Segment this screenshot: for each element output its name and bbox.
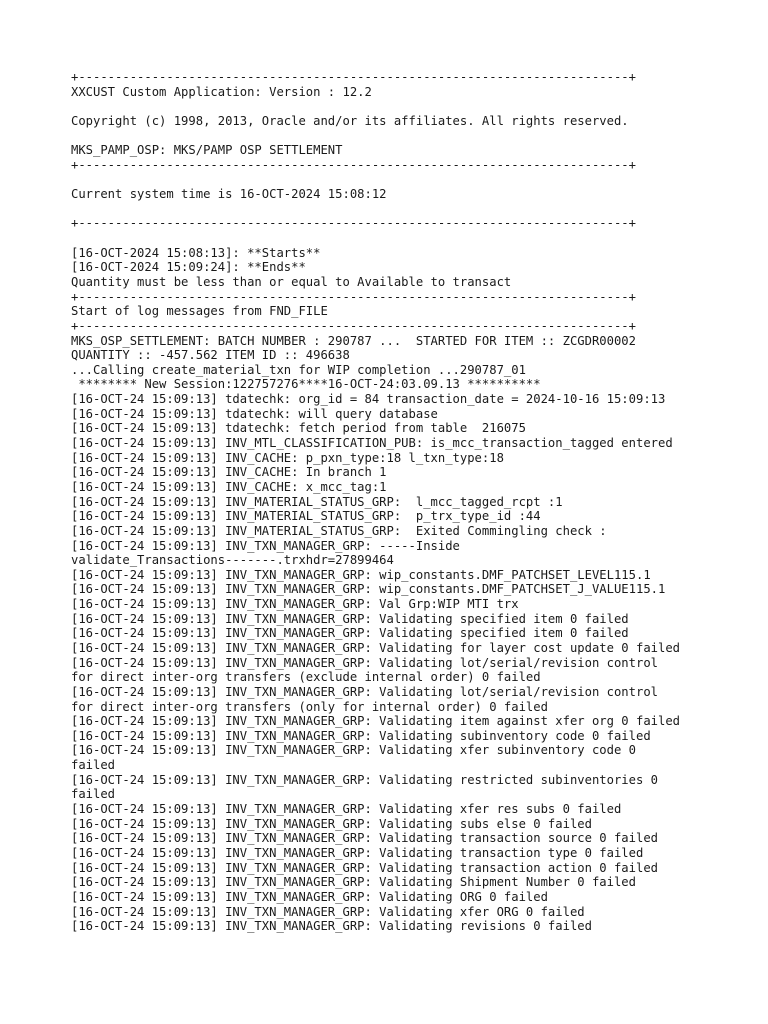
log-line: [16-OCT-2024 15:08:13]: **Starts** xyxy=(71,245,321,260)
log-line: failed xyxy=(71,787,116,802)
log-line: [16-OCT-24 15:09:13] INV_TXN_MANAGER_GRP: wip_constants.DMF_PATCHSET_LEVEL115.1 xyxy=(71,567,651,582)
log-line: [16-OCT-24 15:09:13] INV_TXN_MANAGER_GRP: Validating revisions 0 failed xyxy=(71,919,592,934)
log-line: [16-OCT-24 15:09:13] INV_CACHE: p_pxn_type:18 l_txn_type:18 xyxy=(71,450,504,465)
log-line: [16-OCT-24 15:09:13] INV_TXN_MANAGER_GRP: Validating Shipment Number 0 failed xyxy=(71,875,636,890)
log-line: [16-OCT-24 15:09:13] INV_TXN_MANAGER_GRP: Validating lot/serial/revision control xyxy=(71,684,658,699)
log-line: [16-OCT-24 15:09:13] INV_TXN_MANAGER_GRP: Validating xfer subinventory code 0 xyxy=(71,743,636,758)
separator-line: +---------------------------------------------------------------------------+ xyxy=(71,157,636,172)
log-line: [16-OCT-24 15:09:13] tdatechk: fetch period from table 216075 xyxy=(71,421,526,436)
log-line: [16-OCT-24 15:09:13] INV_TXN_MANAGER_GRP: Validating transaction source 0 failed xyxy=(71,831,658,846)
log-line: XXCUST Custom Application: Version : 12.2 xyxy=(71,84,372,99)
log-line: [16-OCT-2024 15:09:24]: **Ends** xyxy=(71,260,306,275)
log-line: [16-OCT-24 15:09:13] INV_TXN_MANAGER_GRP: Validating lot/serial/revision control xyxy=(71,655,658,670)
log-line: [16-OCT-24 15:09:13] tdatechk: will query database xyxy=(71,406,438,421)
log-line: [16-OCT-24 15:09:13] INV_TXN_MANAGER_GRP: -----Inside xyxy=(71,538,460,553)
log-line: Quantity must be less than or equal to Available to transact xyxy=(71,274,512,289)
log-line: [16-OCT-24 15:09:13] INV_TXN_MANAGER_GRP: Validating specified item 0 failed xyxy=(71,626,629,641)
separator-line: +---------------------------------------------------------------------------+ xyxy=(71,70,636,84)
log-line: Current system time is 16-OCT-2024 15:08:12 xyxy=(71,187,387,202)
log-line: [16-OCT-24 15:09:13] INV_TXN_MANAGER_GRP: Validating item against xfer org 0 failed xyxy=(71,714,681,729)
log-line: [16-OCT-24 15:09:13] INV_TXN_MANAGER_GRP: Validating transaction type 0 failed xyxy=(71,845,644,860)
log-line: for direct inter-org transfers (only for internal order) 0 failed xyxy=(71,699,548,714)
log-line: [16-OCT-24 15:09:13] INV_CACHE: In branch 1 xyxy=(71,465,387,480)
log-line: validate_Transactions-------.trxhdr=27899464 xyxy=(71,553,394,568)
blank-line xyxy=(71,129,731,144)
log-line: [16-OCT-24 15:09:13] INV_TXN_MANAGER_GRP: Validating xfer res subs 0 failed xyxy=(71,802,622,817)
log-line: [16-OCT-24 15:09:13] INV_TXN_MANAGER_GRP: Val Grp:WIP MTI trx xyxy=(71,597,519,612)
log-line: Start of log messages from FND_FILE xyxy=(71,304,328,319)
log-line: [16-OCT-24 15:09:13] INV_TXN_MANAGER_GRP: Validating transaction action 0 failed xyxy=(71,860,658,875)
blank-line xyxy=(71,99,731,114)
concurrent-request-log xyxy=(71,70,731,934)
log-line: [16-OCT-24 15:09:13] INV_TXN_MANAGER_GRP: Validating subinventory code 0 failed xyxy=(71,728,651,743)
log-line: [16-OCT-24 15:09:13] INV_TXN_MANAGER_GRP: Validating for layer cost update 0 failed xyxy=(71,640,681,655)
log-line: [16-OCT-24 15:09:13] INV_CACHE: x_mcc_tag:1 xyxy=(71,479,387,494)
log-line: [16-OCT-24 15:09:13] INV_MATERIAL_STATUS_GRP: l_mcc_tagged_rcpt :1 xyxy=(71,494,563,509)
log-line: [16-OCT-24 15:09:13] tdatechk: org_id = 84 transaction_date = 2024-10-16 15:09:13 xyxy=(71,392,666,407)
blank-line xyxy=(71,231,731,246)
separator-line: +---------------------------------------------------------------------------+ xyxy=(71,289,636,304)
log-line: [16-OCT-24 15:09:13] INV_TXN_MANAGER_GRP: Validating xfer ORG 0 failed xyxy=(71,904,585,919)
log-line: [16-OCT-24 15:09:13] INV_TXN_MANAGER_GRP: Validating specified item 0 failed xyxy=(71,611,629,626)
log-line: failed xyxy=(71,758,116,773)
blank-line xyxy=(71,202,731,217)
blank-line xyxy=(71,172,731,187)
log-line: [16-OCT-24 15:09:13] INV_TXN_MANAGER_GRP: Validating restricted subinventories 0 xyxy=(71,772,658,787)
log-line: [16-OCT-24 15:09:13] INV_MATERIAL_STATUS_GRP: p_trx_type_id :44 xyxy=(71,509,541,524)
log-line: [16-OCT-24 15:09:13] INV_TXN_MANAGER_GRP: wip_constants.DMF_PATCHSET_J_VALUE115.1 xyxy=(71,582,666,597)
log-line: [16-OCT-24 15:09:13] INV_TXN_MANAGER_GRP: Validating ORG 0 failed xyxy=(71,889,548,904)
log-line: ******** New Session:122757276****16-OCT-24:03.09.13 ********** xyxy=(71,377,541,392)
log-line: for direct inter-org transfers (exclude internal order) 0 failed xyxy=(71,670,541,685)
log-line: [16-OCT-24 15:09:13] INV_MATERIAL_STATUS_GRP: Exited Commingling check : xyxy=(71,523,607,538)
log-line: Copyright (c) 1998, 2013, Oracle and/or its affiliates. All rights reserved. xyxy=(71,113,629,128)
log-line: [16-OCT-24 15:09:13] INV_MTL_CLASSIFICATION_PUB: is_mcc_transaction_tagged entered xyxy=(71,436,673,451)
separator-line: +---------------------------------------------------------------------------+ xyxy=(71,318,636,333)
separator-line: +---------------------------------------------------------------------------+ xyxy=(71,216,636,231)
log-line: [16-OCT-24 15:09:13] INV_TXN_MANAGER_GRP: Validating subs else 0 failed xyxy=(71,816,592,831)
log-line: MKS_OSP_SETTLEMENT: BATCH NUMBER : 290787 ... STARTED FOR ITEM :: ZCGDR00002 xyxy=(71,333,636,348)
log-line: QUANTITY :: -457.562 ITEM ID :: 496638 xyxy=(71,348,350,363)
log-line: ...Calling create_material_txn for WIP completion ...290787_01 xyxy=(71,362,526,377)
log-line: MKS_PAMP_OSP: MKS/PAMP OSP SETTLEMENT xyxy=(71,143,343,158)
